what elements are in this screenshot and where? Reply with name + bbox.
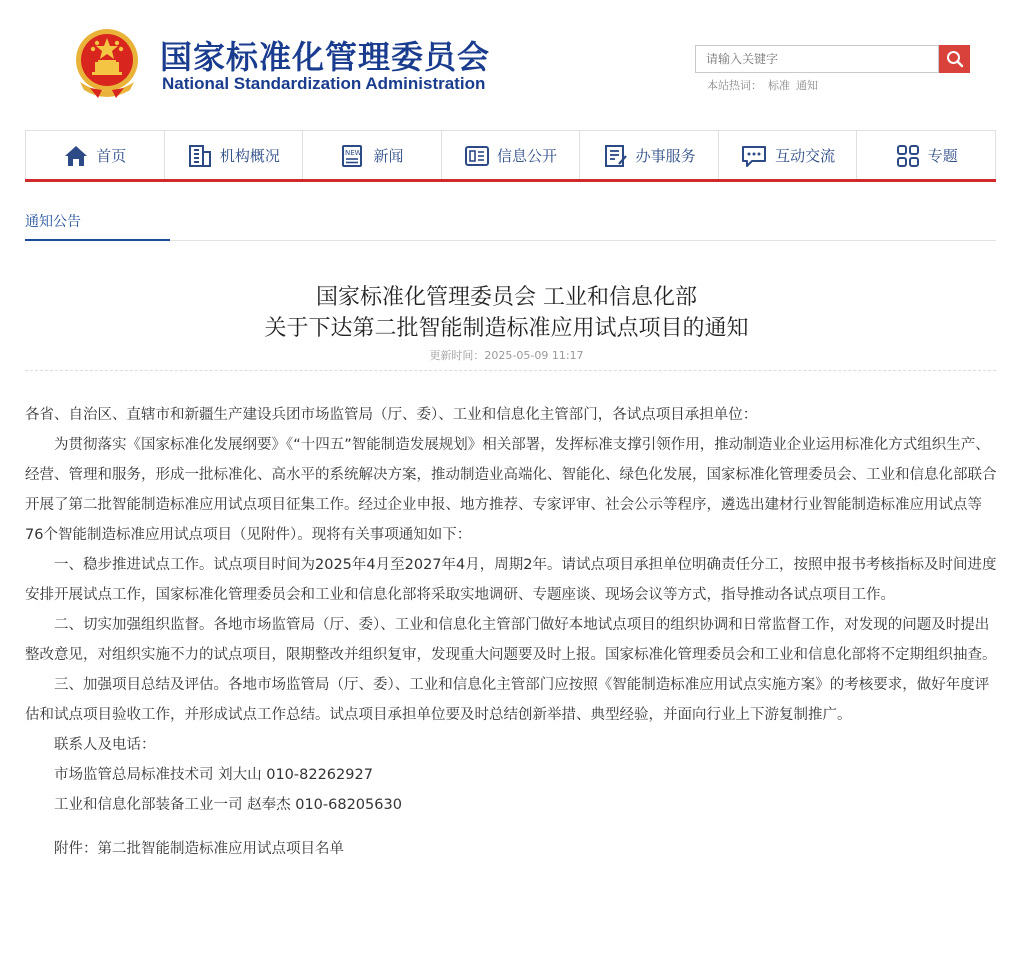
site-title-english[interactable]: National Standardization Administration xyxy=(162,74,486,93)
update-time: 更新时间：2025-05-09 11:17 xyxy=(429,349,584,362)
breadcrumb-divider xyxy=(25,240,996,241)
nav-item-topics[interactable] xyxy=(857,131,995,180)
nav-item-label: 首页 xyxy=(96,147,127,165)
hot-words-label: 本站热词： xyxy=(707,79,762,92)
nav-item-services[interactable] xyxy=(580,131,719,180)
home-icon xyxy=(63,144,89,168)
svg-text:NEW: NEW xyxy=(345,148,363,157)
nav-item-label: 办事服务 xyxy=(635,147,696,165)
contact-line: 工业和信息化部装备工业一司 赵奉杰 010-68205630 xyxy=(54,797,402,813)
breadcrumb-notices[interactable]: 通知公告 xyxy=(25,214,81,230)
nav-accent-bar xyxy=(25,179,996,182)
article-paragraph: 一、稳步推进试点工作。试点项目时间为2025年4月至2027年4月，周期2年。请试点项目承担单位明确责任分工，按照申报书考核指标及时间进度安排开展试点工作，国家标准化管理委员会和工业和信息化部将采取实地调研、专题座谈、现场会议等方式，指导推动各试点项目工作。 xyxy=(25,557,997,603)
article-title-line2: 关于下达第二批智能制造标准应用试点项目的通知 xyxy=(264,316,749,341)
hot-words xyxy=(707,77,818,93)
breadcrumb-active-underline xyxy=(25,239,170,241)
article-paragraph: 为贯彻落实《国家标准化发展纲要》《“十四五”智能制造发展规划》相关部署，发挥标准支撑引领作用，推动制造业企业运用标准化方式组织生产、经营、管理和服务，形成一批标准化、高水平的系统解决方案，推动制造业高端化、智能化、绿色化发展，国家标准化管理委员会、工业和信息化部联合开展了第二批智能制造标准应用试点项目征集工作。经过企业申报、地方推荐、专家评审、社会公示等程序，遴选出建材行业智能制造标准应用试点等76个智能制造标准应用试点项目（见附件）。现将有关事项通知如下： xyxy=(25,437,997,543)
grid-icon xyxy=(895,144,921,168)
title-divider xyxy=(25,370,996,371)
chat-icon xyxy=(740,144,768,168)
service-icon xyxy=(603,144,629,168)
attachment-link[interactable]: 附件：第二批智能制造标准应用试点项目名单 xyxy=(54,841,344,857)
spacer xyxy=(25,820,1000,834)
search-input[interactable] xyxy=(695,45,939,73)
news-icon xyxy=(340,144,366,168)
nav-item-info-disclosure[interactable] xyxy=(442,131,581,180)
site-title-chinese[interactable]: 国家标准化管理委员会 xyxy=(160,38,491,76)
nav-item-label: 互动交流 xyxy=(775,147,836,165)
search-icon xyxy=(946,50,964,68)
nav-item-label: 信息公开 xyxy=(497,147,558,165)
nav-item-label: 新闻 xyxy=(373,147,404,165)
nav-item-home[interactable] xyxy=(26,131,165,180)
nav-item-about[interactable] xyxy=(165,131,304,180)
main-nav xyxy=(25,130,996,180)
nav-item-label: 专题 xyxy=(927,147,958,165)
contact-line: 市场监管总局标准技术司 刘大山 010-82262927 xyxy=(54,767,373,783)
nav-item-news[interactable] xyxy=(303,131,442,180)
article-title-line1: 国家标准化管理委员会 工业和信息化部 xyxy=(316,285,697,310)
hot-word-link[interactable]: 通知 xyxy=(796,79,818,92)
site-header xyxy=(0,0,1013,120)
article-salutation: 各省、自治区、直辖市和新疆生产建设兵团市场监管局（厅、委）、工业和信息化主管部门，各试点项目承担单位： xyxy=(25,407,758,423)
hot-word-link[interactable]: 标准 xyxy=(768,79,790,92)
article-paragraph: 三、加强项目总结及评估。各地市场监管局（厅、委）、工业和信息化主管部门应按照《智能制造标准应用试点实施方案》的考核要求，做好年度评估和试点项目验收工作，并形成试点工作总结。试点项目承担单位要及时总结创新举措、典型经验，并面向行业上下游复制推广。 xyxy=(25,677,990,723)
info-icon xyxy=(464,144,490,168)
contact-label: 联系人及电话： xyxy=(54,737,156,753)
article-body xyxy=(25,400,1000,864)
national-emblem-icon[interactable] xyxy=(70,24,144,100)
search-button[interactable] xyxy=(939,45,970,73)
nav-item-label: 机构概况 xyxy=(219,147,280,165)
building-icon xyxy=(187,144,213,168)
article-paragraph: 二、切实加强组织监督。各地市场监管局（厅、委）、工业和信息化主管部门做好本地试点项目的组织协调和日常监督工作，对发现的问题及时提出整改意见，对组织实施不力的试点项目，限期整改并组织复审，发现重大问题要及时上报。国家标准化管理委员会和工业和信息化部将不定期组织抽查。 xyxy=(25,617,997,663)
nav-item-interaction[interactable] xyxy=(719,131,858,180)
